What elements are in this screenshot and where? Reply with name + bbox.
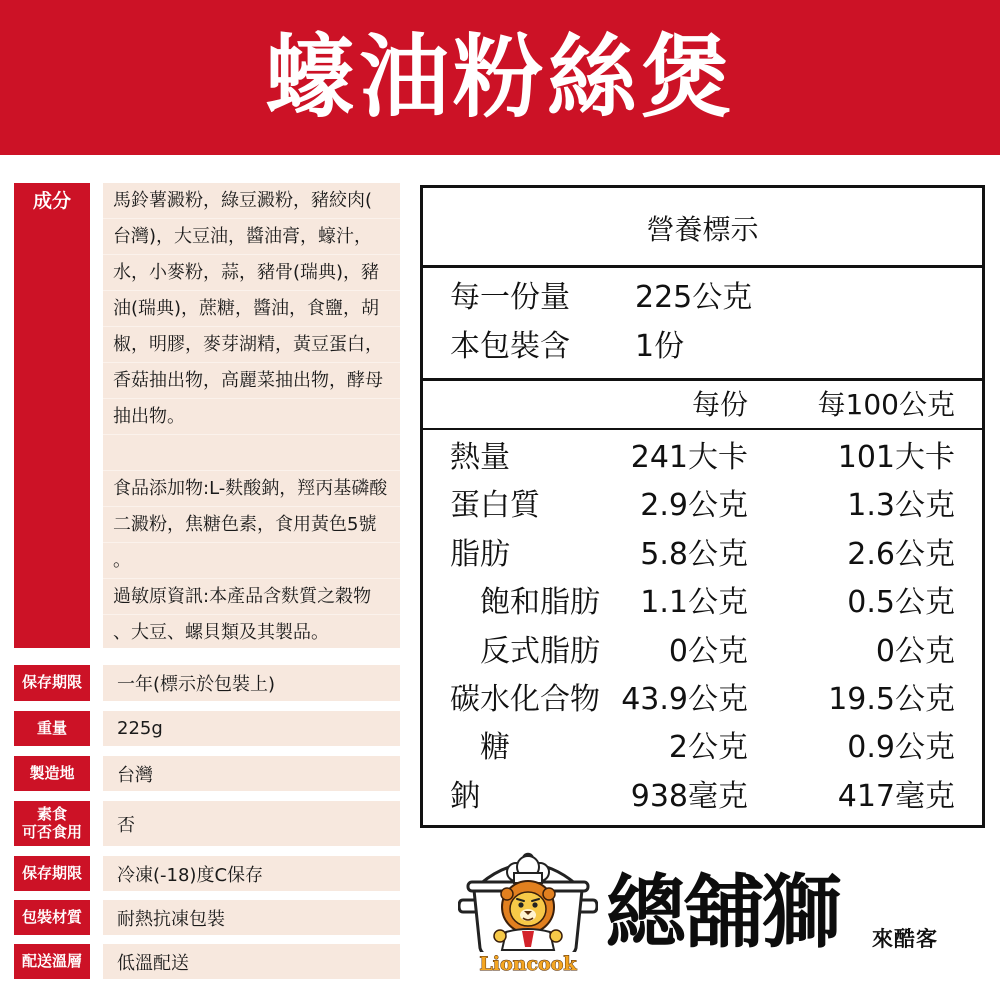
- ingredients-panel: [103, 183, 400, 648]
- additives-line: 。: [113, 550, 131, 571]
- allergen-line: 、大豆、螺貝類及其製品。: [113, 622, 329, 643]
- nutrient-subrow: [423, 579, 982, 627]
- nutrient-row: [423, 773, 982, 821]
- nutrient-subrow: [423, 724, 982, 772]
- ingredients-line: 椒，明膠，麥芽湖精，黃豆蛋白，: [113, 334, 383, 355]
- divider: [423, 265, 982, 268]
- per-100g-header: 每100公克: [817, 388, 955, 421]
- weight-label: 重量: [14, 711, 90, 746]
- nutrient-name: 糖: [480, 730, 510, 766]
- paragraph-gap: [113, 435, 394, 471]
- nutrient-row: [423, 434, 982, 482]
- nutrient-per-serving: 938毫克: [630, 778, 748, 814]
- servings-row: [423, 323, 982, 371]
- servings-label: 本包裝含: [450, 329, 570, 364]
- ingredients-line: 水，小麥粉，蒜，豬骨(瑞典)，豬: [113, 262, 380, 283]
- shelf-life-value: 一年(標示於包裝上): [103, 665, 400, 701]
- nutrient-per-100g: 101大卡: [837, 440, 955, 475]
- serving-size-label: 每一份量: [450, 280, 570, 315]
- nutrient-name: 熱量: [450, 440, 510, 475]
- storage-value: 冷凍(-18)度C保存: [103, 856, 400, 891]
- servings-value: 1份: [635, 329, 685, 364]
- lion-chef-pot-logo-icon: [458, 848, 598, 980]
- nutrient-subrow: [423, 628, 982, 676]
- vegetarian-value: 否: [103, 801, 400, 846]
- nutrient-per-serving: 5.8公克: [640, 536, 748, 572]
- nutrient-rows: [423, 434, 982, 821]
- nutrient-per-serving: 2公克: [668, 730, 748, 766]
- per-serving-header: 每份: [691, 388, 748, 421]
- brand-tagline: 來酷客: [872, 926, 938, 951]
- nutrient-name: 碳水化合物: [450, 681, 600, 717]
- nutrient-per-100g: 417毫克: [837, 778, 955, 814]
- nutrient-per-100g: 0.5公克: [847, 585, 955, 621]
- delivery-temp-label: 配送溫層: [14, 944, 90, 979]
- additives-line: 二澱粉，焦糖色素，食用黃色5號: [113, 514, 377, 535]
- packaging-label: 包裝材質: [14, 900, 90, 935]
- ingredients-line: 馬鈴薯澱粉，綠豆澱粉，豬絞肉(: [113, 190, 373, 211]
- nutrient-row: [423, 482, 982, 530]
- nutrition-title: 營養標示: [646, 213, 759, 246]
- nutrient-per-serving: 43.9公克: [621, 681, 748, 717]
- nutrient-per-100g: 19.5公克: [828, 681, 955, 717]
- divider: [423, 378, 982, 381]
- column-header-row: [423, 387, 982, 423]
- weight-value: 225g: [103, 711, 400, 746]
- ingredients-line: 香菇抽出物，高麗菜抽出物，酵母: [113, 370, 383, 391]
- nutrient-per-serving: 241大卡: [630, 440, 748, 475]
- nutrient-row: [423, 676, 982, 724]
- ingredients-label: 成分: [14, 183, 90, 648]
- serving-size-value: 225公克: [635, 280, 753, 315]
- mascot-text: Lioncook: [479, 953, 577, 975]
- shelf-life-label: 保存期限: [14, 665, 90, 701]
- nutrient-per-100g: 1.3公克: [847, 488, 955, 524]
- allergen-line: 過敏原資訊:本產品含麩質之穀物: [113, 586, 372, 607]
- nutrient-name: 脂肪: [450, 536, 510, 572]
- divider: [423, 428, 982, 430]
- nutrient-per-100g: 0公克: [875, 633, 955, 669]
- ingredients-line: 抽出物。: [113, 406, 185, 427]
- product-title: 蠔油粉絲煲: [265, 24, 735, 130]
- brand-name: 總舖獅: [606, 865, 840, 959]
- serving-size-row: [423, 274, 982, 322]
- delivery-temp-value: 低溫配送: [103, 944, 400, 979]
- nutrient-name: 飽和脂肪: [480, 585, 600, 621]
- nutrient-name: 鈉: [450, 778, 480, 814]
- storage-label: 保存期限: [14, 856, 90, 891]
- nutrient-row: [423, 531, 982, 579]
- ingredients-line: 油(瑞典)，蔗糖，醬油，食鹽，胡: [113, 298, 380, 319]
- additives-line: 食品添加物:L-麩酸鈉，羥丙基磷酸: [113, 478, 388, 499]
- nutrient-name: 蛋白質: [450, 488, 540, 524]
- nutrient-per-100g: 0.9公克: [847, 730, 955, 766]
- origin-value: 台灣: [103, 756, 400, 791]
- vegetarian-label: 素食 可否食用: [14, 801, 90, 846]
- packaging-value: 耐熱抗凍包裝: [103, 900, 400, 935]
- nutrient-name: 反式脂肪: [480, 633, 600, 669]
- nutrient-per-100g: 2.6公克: [847, 536, 955, 572]
- nutrient-per-serving: 1.1公克: [640, 585, 748, 621]
- nutrient-per-serving: 2.9公克: [640, 488, 748, 524]
- ingredients-line: 台灣)，大豆油，醬油膏，蠔汁，: [113, 226, 373, 247]
- nutrition-facts-table: [420, 185, 985, 828]
- title-banner: [0, 0, 1000, 155]
- nutrient-per-serving: 0公克: [668, 633, 748, 669]
- origin-label: 製造地: [14, 756, 90, 791]
